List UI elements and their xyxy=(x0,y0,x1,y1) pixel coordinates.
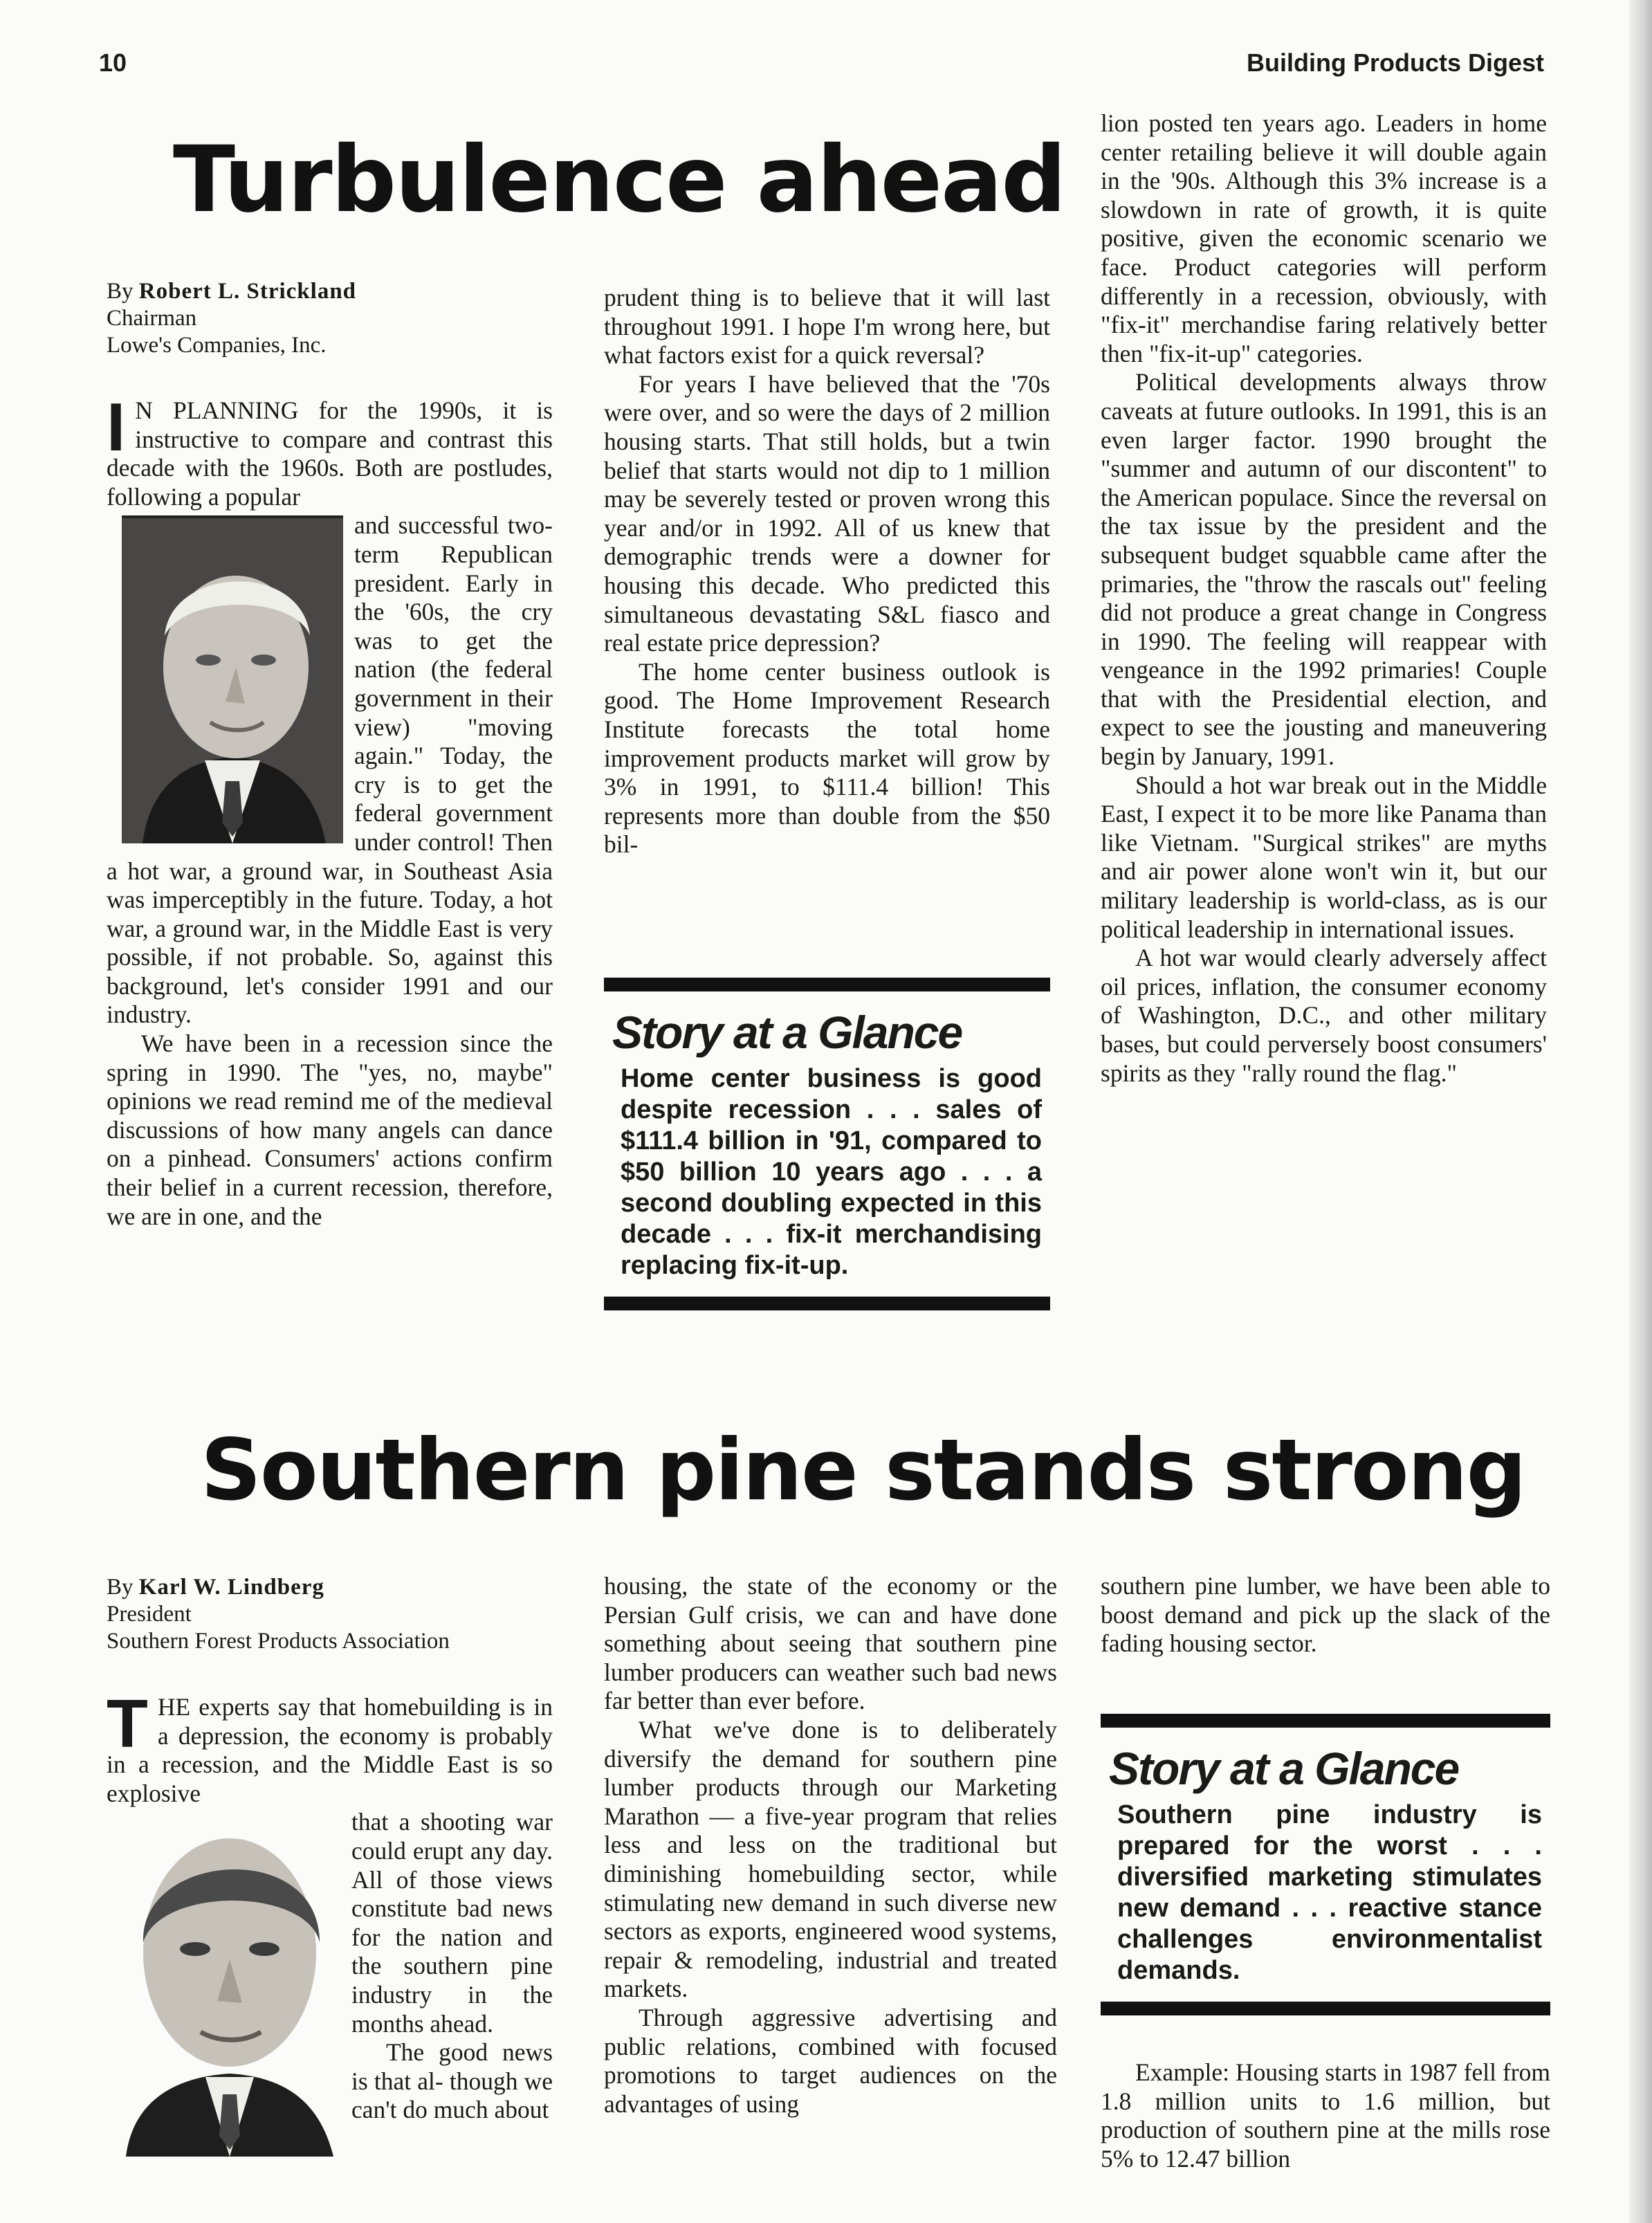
byline-company: Lowe's Companies, Inc. xyxy=(107,333,327,358)
article-column-1 xyxy=(107,1574,553,2157)
drop-cap: I xyxy=(107,389,126,465)
magazine-title: Building Products Digest xyxy=(1246,48,1544,77)
article-paragraph: The home center business outlook is good. The Home Improvement Research Institute forecasts the total home improvement products market will grow by 3% in 1991, to $111.4 billion! This represents more than double from the $50 bil- xyxy=(604,657,1050,859)
article-column-3 xyxy=(1101,109,1547,1088)
article-paragraph: A hot war would clearly adversely affect oil prices, inflation, the consumer economy of Washington, D.C., and other military bases, but could perversely boost consumers' spirits as they "rally round the flag." xyxy=(1101,944,1547,1087)
article-paragraph: The good news is that al- though we can't do much about xyxy=(351,2038,553,2124)
article-headline: Turbulence ahead xyxy=(173,127,1065,233)
article-paragraph: I N PLANNING for the 1990s, it is instructive to compare and contrast this decade with the 1960s. Both are postludes, following a popular xyxy=(107,389,553,511)
portrait-photo-icon xyxy=(112,1811,340,2157)
article-paragraph: that a shooting war could erupt any day. All of those views constitute bad news for the nation and the southern pine industry in the months ahead. xyxy=(351,1808,553,2038)
glance-summary: Southern pine industry is prepared for the worst . . . diversified marketing stimulates new demand . . . reactive stance challenges environmentalist demands. xyxy=(1117,1800,1542,1985)
byline-author: Robert L. Strickland xyxy=(138,279,357,304)
article-column-3 xyxy=(1101,1572,1550,1658)
article-column-1 xyxy=(107,278,553,1231)
byline-title: President xyxy=(107,1602,192,1627)
story-at-a-glance-box xyxy=(1101,1714,1550,2015)
author-photo xyxy=(122,515,343,843)
article-paragraph: THE experts say that homebuilding is in a depression, the economy is probably in a recession, and the Middle East is so explosive xyxy=(107,1685,553,1807)
article-paragraph: housing, the state of the economy or the Persian Gulf crisis, we can and have done something about seeing that southern pine lumber producers can weather such bad news far better than ever before. xyxy=(604,1572,1057,1715)
article-paragraph: For years I have believed that the '70s were over, and so were the days of 2 million housing starts. That still holds, but a twin belief that starts would not dip to 1 million may be severely tested or proven wrong this year and/or in 1992. All of us knew that demographic trends were a downer for housing this decade. Who predicted this simultaneous devastating S&L fiasco and real estate price depression? xyxy=(604,369,1050,657)
article-paragraph: and successful two-term Republican president. Early in the '60s, the cry was to get the nation (the federal government in their view) "moving again." Today, the cry is to get the federal government under control! Then a hot war, a ground war, in Southeast Asia was imperceptibly in the future. Today, a hot war, a ground war, in the Middle East is very possible, if not probable. So, against this background, let's consider 1991 and our industry. xyxy=(107,511,553,1029)
byline-company: Southern Forest Products Association xyxy=(107,1629,450,1654)
article-paragraph: Through aggressive advertising and public relations, combined with focused promotions to target audiences on the advantages of using xyxy=(604,2003,1057,2118)
portrait-photo-icon xyxy=(122,518,343,843)
byline: By Robert L. Strickland Chairman Lowe's Companies, Inc. xyxy=(107,279,357,358)
article-paragraph: Political developments always throw caveats at future outlooks. In 1991, this is an even larger factor. 1990 brought the "summer and autumn of our discontent" to the American populace. Since the reversal on the tax issue by the president and the subsequent budget squabble came after the primaries, the "throw the rascals out" feeling did not produce a great change in Congress in 1990. The feeling will reappear with vengeance in the 1992 primaries! Couple that with the Presidential election, and expect to see the jousting and maneuvering begin by January, 1991. xyxy=(1101,368,1547,771)
byline-title: Chairman xyxy=(107,306,197,331)
article-paragraph: prudent thing is to believe that it will last throughout 1991. I hope I'm wrong here, but what factors exist for a quick reversal? xyxy=(604,284,1050,369)
article-paragraph: We have been in a recession since the spring in 1990. The "yes, no, maybe" opinions we read remind me of the medieval discussions of how many angels can dance on a pinhead. Consumers' actions confirm their belief in a current recession, therefore, we are in one, and the xyxy=(107,1030,553,1230)
article-paragraph: What we've done is to deliberately diversify the demand for southern pine lumber products through our Marketing Marathon — a five-year program that relies less and less on the traditional but diminishing homebuilding sector, while stimulating new demand in such diverse new sectors as exports, engineered wood systems, repair & remodeling, industrial and treated markets. xyxy=(604,1715,1057,2003)
article-column-2 xyxy=(604,284,1050,859)
byline: By Karl W. Lindberg President Southern Forest Products Association xyxy=(107,1575,450,1654)
story-at-a-glance-box xyxy=(604,978,1050,1310)
glance-summary: Home center business is good despite recession . . . sales of $111.4 billion in '91, compared to $50 billion 10 years ago . . . a second doubling expected in this decade . . . fix-it merchandising replacing fix-it-up. xyxy=(621,1064,1042,1280)
glance-title: Story at a Glance xyxy=(612,1007,962,1058)
page-number: 10 xyxy=(99,48,127,77)
article-column-3-continued xyxy=(1101,2058,1550,2173)
article-column-2 xyxy=(604,1572,1057,2119)
article-paragraph: lion posted ten years ago. Leaders in home center retailing believe it will double again in the '90s. Although this 3% increase is a slowdown in rate of growth, it is quite positive, given the economic scenario we face. Product categories will perform differently in a recession, obviously, with "fix-it" merchandise faring relatively better then "fix-it-up" categories. xyxy=(1101,109,1547,367)
article-paragraph: Should a hot war break out in the Middle East, I expect it to be more like Panama than like Vietnam. "Surgical strikes" are myths and air power alone won't win it, but our military leadership is world-class, as is our political leadership in international issues. xyxy=(1101,771,1547,943)
page-binding-edge xyxy=(1628,0,1652,2223)
glance-title: Story at a Glance xyxy=(1109,1743,1459,1794)
article-paragraph: Example: Housing starts in 1987 fell from 1.8 million units to 1.6 million, but production of southern pine at the mills rose 5% to 12.47 billion xyxy=(1101,2058,1550,2172)
author-photo xyxy=(112,1811,340,2157)
article-headline: Southern pine stands strong xyxy=(201,1421,1525,1519)
drop-cap: T xyxy=(107,1685,148,1762)
byline-author: Karl W. Lindberg xyxy=(138,1575,324,1600)
article-paragraph: southern pine lumber, we have been able to boost demand and pick up the slack of the fading housing sector. xyxy=(1101,1572,1550,1658)
